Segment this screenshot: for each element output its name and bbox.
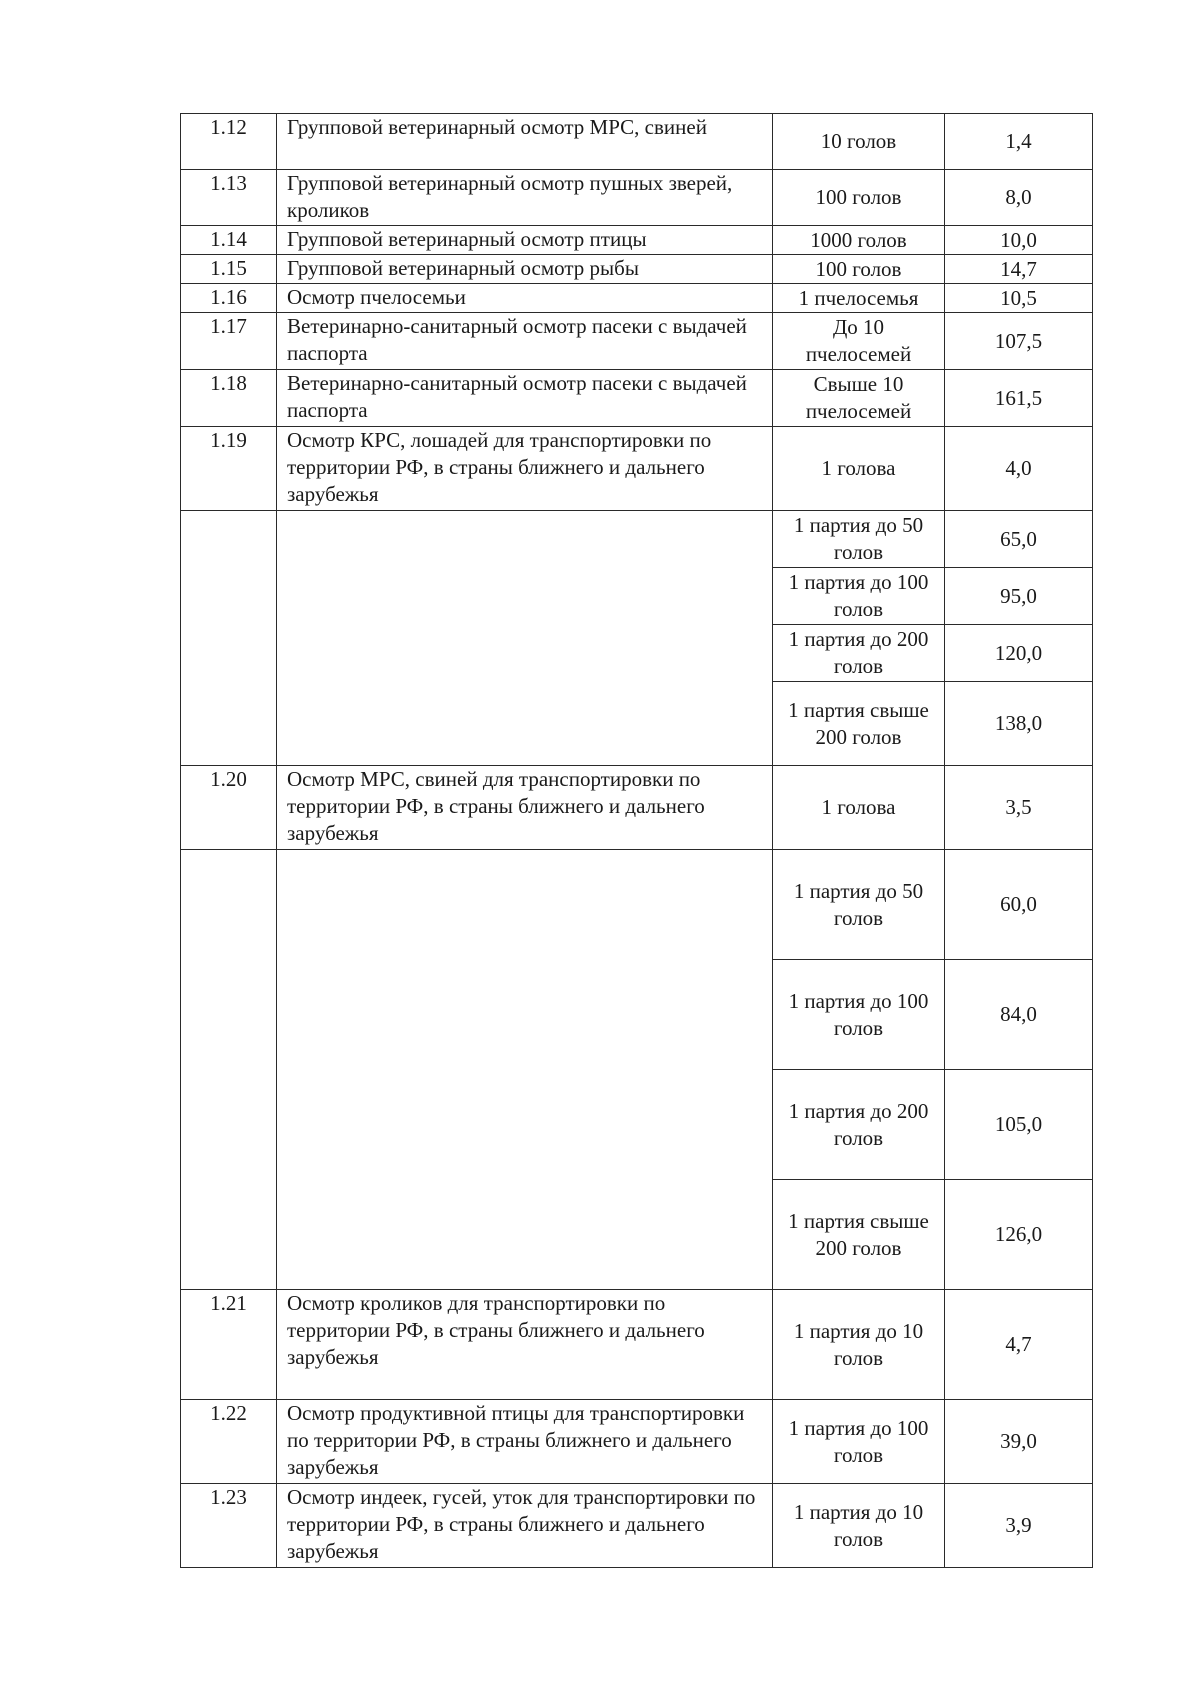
row-number: 1.20 [181,766,277,850]
row-number: 1.16 [181,284,277,313]
unit-cell: Свыше 10 пчелосемей [773,370,945,427]
row-number: 1.17 [181,313,277,370]
price-cell: 95,0 [945,568,1093,625]
service-name: Осмотр продуктивной птицы для транспортировки по территории РФ, в страны ближнего и дальнего зарубежья [277,1400,773,1484]
service-name: Групповой ветеринарный осмотр пушных зверей, кроликов [277,170,773,226]
table-subrow [181,511,1093,568]
row-number: 1.18 [181,370,277,427]
unit-cell: 1 партия свыше 200 голов [773,1180,945,1290]
price-cell: 39,0 [945,1400,1093,1484]
unit-cell: 1 пчелосемья [773,284,945,313]
price-cell: 105,0 [945,1070,1093,1180]
row-number: 1.13 [181,170,277,226]
empty-cell [277,511,773,766]
service-name: Осмотр кроликов для транспортировки по территории РФ, в страны ближнего и дальнего зарубежья [277,1290,773,1400]
service-name: Осмотр пчелосемьи [277,284,773,313]
table-row [181,370,1093,427]
service-name: Осмотр КРС, лошадей для транспортировки по территории РФ, в страны ближнего и дальнего зарубежья [277,427,773,511]
row-number: 1.19 [181,427,277,511]
price-cell: 60,0 [945,850,1093,960]
price-cell: 1,4 [945,114,1093,170]
table-row [181,766,1093,850]
table-row [181,284,1093,313]
unit-cell: 1 голова [773,766,945,850]
unit-cell: До 10 пчелосемей [773,313,945,370]
empty-cell [181,511,277,766]
row-number: 1.12 [181,114,277,170]
unit-cell: 1 партия свыше 200 голов [773,682,945,766]
unit-cell: 100 голов [773,170,945,226]
service-name: Групповой ветеринарный осмотр МРС, свиней [277,114,773,170]
service-name: Групповой ветеринарный осмотр рыбы [277,255,773,284]
price-table [180,113,1093,1568]
price-cell: 84,0 [945,960,1093,1070]
price-cell: 10,0 [945,226,1093,255]
table-row [181,1484,1093,1568]
unit-cell: 100 голов [773,255,945,284]
unit-cell: 1 партия до 10 голов [773,1484,945,1568]
price-cell: 120,0 [945,625,1093,682]
price-cell: 10,5 [945,284,1093,313]
price-cell: 4,7 [945,1290,1093,1400]
table-row [181,1290,1093,1400]
unit-cell: 1000 голов [773,226,945,255]
table-row [181,170,1093,226]
unit-cell: 1 партия до 200 голов [773,1070,945,1180]
price-cell: 161,5 [945,370,1093,427]
table-subrow [181,850,1093,960]
price-cell: 138,0 [945,682,1093,766]
service-name: Групповой ветеринарный осмотр птицы [277,226,773,255]
service-name: Осмотр МРС, свиней для транспортировки по территории РФ, в страны ближнего и дальнего зарубежья [277,766,773,850]
service-name: Ветеринарно-санитарный осмотр пасеки с выдачей паспорта [277,370,773,427]
service-name: Осмотр индеек, гусей, уток для транспортировки по территории РФ, в страны ближнего и дальнего зарубежья [277,1484,773,1568]
table-row [181,427,1093,511]
unit-cell: 1 партия до 200 голов [773,625,945,682]
empty-cell [181,850,277,1290]
unit-cell: 10 голов [773,114,945,170]
price-cell: 126,0 [945,1180,1093,1290]
table-row [181,114,1093,170]
price-cell: 4,0 [945,427,1093,511]
service-name: Ветеринарно-санитарный осмотр пасеки с выдачей паспорта [277,313,773,370]
unit-cell: 1 партия до 10 голов [773,1290,945,1400]
table-row [181,313,1093,370]
row-number: 1.22 [181,1400,277,1484]
table-row [181,226,1093,255]
price-cell: 65,0 [945,511,1093,568]
table-row [181,1400,1093,1484]
unit-cell: 1 голова [773,427,945,511]
price-cell: 8,0 [945,170,1093,226]
price-cell: 3,5 [945,766,1093,850]
price-cell: 14,7 [945,255,1093,284]
price-cell: 3,9 [945,1484,1093,1568]
table-row [181,255,1093,284]
unit-cell: 1 партия до 100 голов [773,1400,945,1484]
row-number: 1.23 [181,1484,277,1568]
unit-cell: 1 партия до 100 голов [773,960,945,1070]
row-number: 1.15 [181,255,277,284]
unit-cell: 1 партия до 50 голов [773,511,945,568]
unit-cell: 1 партия до 100 голов [773,568,945,625]
empty-cell [277,850,773,1290]
unit-cell: 1 партия до 50 голов [773,850,945,960]
row-number: 1.14 [181,226,277,255]
price-cell: 107,5 [945,313,1093,370]
row-number: 1.21 [181,1290,277,1400]
